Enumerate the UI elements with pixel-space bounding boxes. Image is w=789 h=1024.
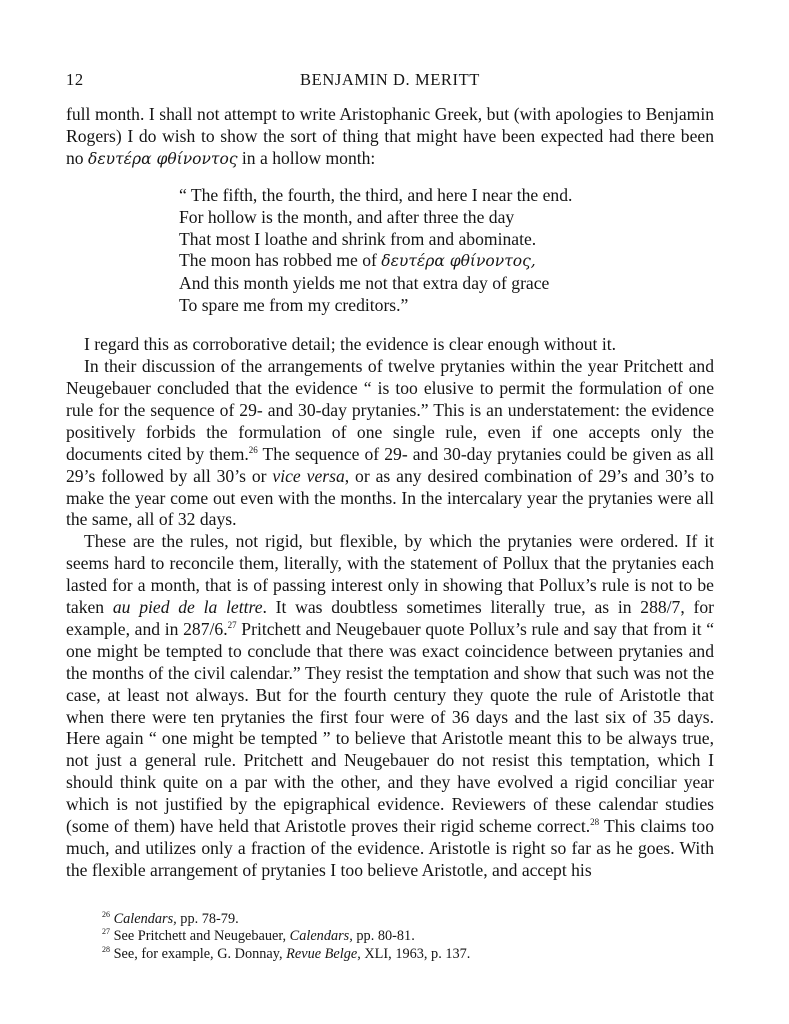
page-header	[66, 70, 714, 92]
footnote-ref-27[interactable]: 27	[227, 619, 237, 630]
main-text	[66, 104, 714, 882]
verse-line: And this month yields me not that extra day of grace	[179, 273, 550, 294]
verse-line: To spare me from my creditors.”	[179, 295, 409, 316]
paragraph-3: In their discussion of the arrangements of twelve prytanies within the year Pritchett and Neugebauer concluded that the evidence “ is too elusive to permit the formulation of one rule for the sequence of 29- and 30-day prytanies.” This is an understatement: the evidence positively forbids the formulation of one single rule, even if one accepts only the documents cited by them.$^{26}$ The sequence of 29- and 30-day prytanies could be given as all 29’s followed by all 30’s or vice versa, or as any desired combination of 29’s and 30’s to make the year come out even with the months. In the intercalary year the prytanies were all the same, all of 32 days.	[66, 356, 714, 530]
footnote-ref-26[interactable]: 26	[248, 444, 258, 455]
footnote-28: $^{28}$ See, for example, G. Donnay, Revue Belge, XLI, 1963, p. 137.	[102, 944, 471, 962]
footnote-27: $^{27}$ See Pritchett and Neugebauer, Calendars, pp. 80-81.	[102, 927, 415, 945]
footnote-26: $^{26}$ Calendars, pp. 78-79.	[102, 910, 239, 927]
page-number: 12	[66, 70, 84, 89]
verse-line: The moon has robbed me of δευτέρα φθίνοντος,	[179, 250, 536, 271]
verse-line: “ The fifth, the fourth, the third, and here I near the end.	[179, 184, 573, 205]
footnotes	[102, 911, 714, 963]
verse-line: For hollow is the month, and after three the day	[179, 206, 515, 227]
footnote-ref-28[interactable]: 28	[590, 817, 600, 828]
greek-phrase: δευτέρα φθίνοντος,	[381, 252, 536, 271]
verse-line: That most I loathe and shrink from and abominate.	[179, 228, 537, 249]
running-head: BENJAMIN D. MERITT	[300, 70, 480, 89]
paragraph-2: I regard this as corroborative detail; the evidence is clear enough without it.	[84, 334, 617, 355]
greek-phrase: δευτέρα φθίνοντος	[88, 149, 238, 168]
verse-quotation	[179, 185, 714, 317]
paragraph-1: full month. I shall not attempt to write Aristophanic Greek, but (with apologies to Benjamin Rogers) I do wish to show the sort of thing that might have been expected had there been no δευτέρα φθίνοντος in a hollow month:	[66, 104, 714, 168]
paragraph-4: These are the rules, not rigid, but flexible, by which the prytanies were ordered. If it seems hard to reconcile them, literally, with the statement of Pollux that the prytanies each lasted for a month, that is of passing interest only in showing that Pollux’s rule is not to be taken au pied de la lettre. It was doubtless sometimes literally true, as in 288/7, for example, and in 287/6.27 Pritchett and Neugebauer quote Pollux’s rule and say that from it “ one might be tempted to conclude that there was exact coincidence between prytanies and the months of the civil calendar.” They resist the temptation and show that such was not the case, at least not always. But for the fourth century they quote the rule of Aristotle that when there were ten prytanies the first four were of 36 days and the last six of 35 days. Here again “ one might be tempted ” to believe that Aristotle meant this to be always true, not just a general rule. Pritchett and Neugebauer do not resist this temptation, which I should think quite on a par with the other, and they have evolved a rigid conciliar year which is not justified by the epigraphical evidence. Reviewers of these calendar studies (some of them) have held that Aristotle proves their rigid scheme correct.$^{28}$ This claims too much, and utilizes only a fraction of the evidence. Aristotle is right so far as he goes. With the flexible arrangement of prytanies I too believe Aristotle, and accept his	[66, 531, 715, 880]
